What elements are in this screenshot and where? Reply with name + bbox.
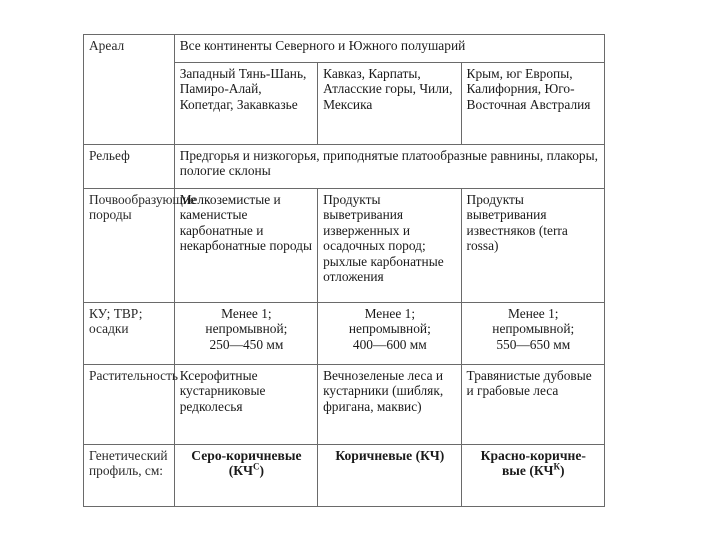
label-profile: Генетический профиль, см: [84, 445, 175, 507]
profile-3-name: Красно-коричне- [480, 448, 586, 463]
areal-region-2: Кавказ, Карпаты, Атласские горы, Чили, Мексика [318, 63, 461, 145]
climate-2-line2: непромывной; [348, 321, 431, 337]
profile-3-name2: вые (КЧ [501, 463, 554, 479]
vegetation-2: Вечнозеленые леса и кустарники (шибляк, фригана, маквис) [318, 365, 461, 445]
relief-text: Предгорья и низкогорья, приподнятые платообразные равнины, плакоры, пологие склоны [174, 145, 604, 189]
label-relief: Рельеф [84, 145, 175, 189]
label-parent-rock: Почвообразующие породы [84, 189, 175, 303]
climate-3-line2: непромывной; [492, 321, 575, 337]
label-climate: КУ; ТВР; осадки [84, 303, 175, 365]
areal-all-continents: Все континенты Северного и Южного полушарий [174, 35, 604, 63]
vegetation-3: Травянистые дубовые и грабовые леса [461, 365, 604, 445]
profile-1-close: ) [259, 463, 264, 479]
parent-rock-2: Продукты выветривания изверженных и осадочных пород; рыхлые карбонатные отложения [318, 189, 461, 303]
profile-1-name: Серо-коричневые [191, 448, 302, 463]
climate-1-line1: Менее 1; [221, 306, 272, 321]
label-areal: Ареал [84, 35, 175, 145]
areal-region-3: Крым, юг Европы, Калифорния, Юго-Восточная Австралия [461, 63, 604, 145]
vegetation-1: Ксерофитные кустарниковые редколесья [174, 365, 317, 445]
profile-3-close: ) [560, 463, 565, 479]
climate-2-line1: Менее 1; [364, 306, 416, 321]
profile-3 [461, 445, 604, 507]
profile-3-sup: К [553, 461, 561, 472]
climate-3 [461, 303, 604, 365]
profile-2 [318, 445, 461, 507]
areal-region-1: Западный Тянь-Шань, Памиро-Алай, Копетдаг, Закавказье [174, 63, 317, 145]
profile-1-sup: С [252, 461, 260, 472]
label-vegetation: Растительность [84, 365, 175, 445]
row-parent-rock [84, 189, 605, 303]
profile-3-abbr-line [467, 463, 600, 478]
soil-table [83, 34, 605, 507]
row-relief [84, 145, 605, 189]
parent-rock-1: Мелкоземистые и каменистые карбонатные и некарбонатные породы [174, 189, 317, 303]
row-areal-all [84, 35, 605, 63]
row-climate [84, 303, 605, 365]
climate-1 [174, 303, 317, 365]
climate-3-line3: 550—650 мм [496, 336, 571, 352]
climate-1-line3: 250—450 мм [209, 336, 284, 352]
profile-1 [174, 445, 317, 507]
climate-3-line1: Менее 1; [508, 306, 559, 321]
soil-characteristics-table-scan [83, 34, 605, 510]
climate-2 [318, 303, 461, 365]
profile-2-name: Коричневые (КЧ) [335, 448, 445, 463]
climate-2-line3: 400—600 мм [352, 336, 427, 352]
row-profile [84, 445, 605, 507]
climate-1-line2: непромывной; [205, 321, 288, 337]
profile-1-abbr-line [180, 463, 313, 478]
profile-1-abbr: (КЧ [228, 463, 253, 479]
row-vegetation [84, 365, 605, 445]
parent-rock-3: Продукты выветривания известняков (terra rossa) [461, 189, 604, 303]
